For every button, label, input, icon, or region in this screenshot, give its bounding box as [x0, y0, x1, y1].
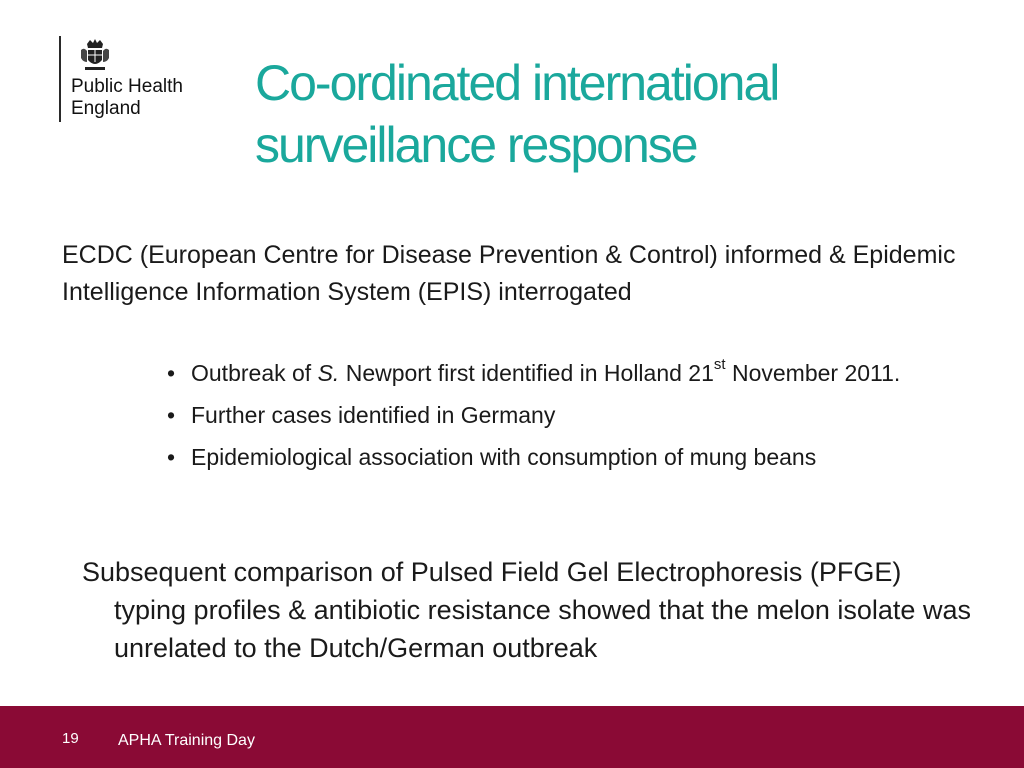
bullet-1-italic: S.: [317, 360, 340, 386]
title-line-2: surveillance response: [255, 117, 697, 173]
title-line-1: Co-ordinated international: [255, 55, 779, 111]
bullet-item-germany: • Further cases identified in Germany: [165, 398, 905, 432]
royal-crest-icon: [77, 38, 113, 74]
logo-line-1: Public Health: [71, 76, 183, 97]
bullet-1-sup: st: [713, 356, 726, 374]
bullet-1-pre: Outbreak of: [191, 360, 318, 386]
subsequent-paragraph: Subsequent comparison of Pulsed Field Gel Electrophoresis (PFGE) typing profiles & antibiotic resistance showed that the melon isolate was unrelated to the Dutch/German outbreak: [82, 557, 971, 663]
bullet-list: [165, 356, 905, 482]
bullet-item-holland: [165, 356, 905, 390]
phe-logo: [59, 36, 219, 126]
bullet-1-mid: Newport first identified in Holland 21: [339, 360, 714, 386]
logo-text: [71, 76, 183, 120]
bullet-item-mung-beans: • Epidemiological association with consumption of mung beans: [165, 440, 905, 474]
bullet-1-post: November 2011.: [725, 360, 901, 386]
slide-title: [255, 52, 895, 176]
page-number: 19: [62, 730, 79, 747]
intro-paragraph: ECDC (European Centre for Disease Prevention & Control) informed & Epidemic Intelligence Information System (EPIS) interrogated: [62, 241, 956, 306]
logo-divider: [59, 36, 61, 122]
logo-line-2: England: [71, 98, 141, 119]
footer-text: APHA Training Day: [118, 732, 255, 749]
footer-bar: [0, 706, 1024, 768]
